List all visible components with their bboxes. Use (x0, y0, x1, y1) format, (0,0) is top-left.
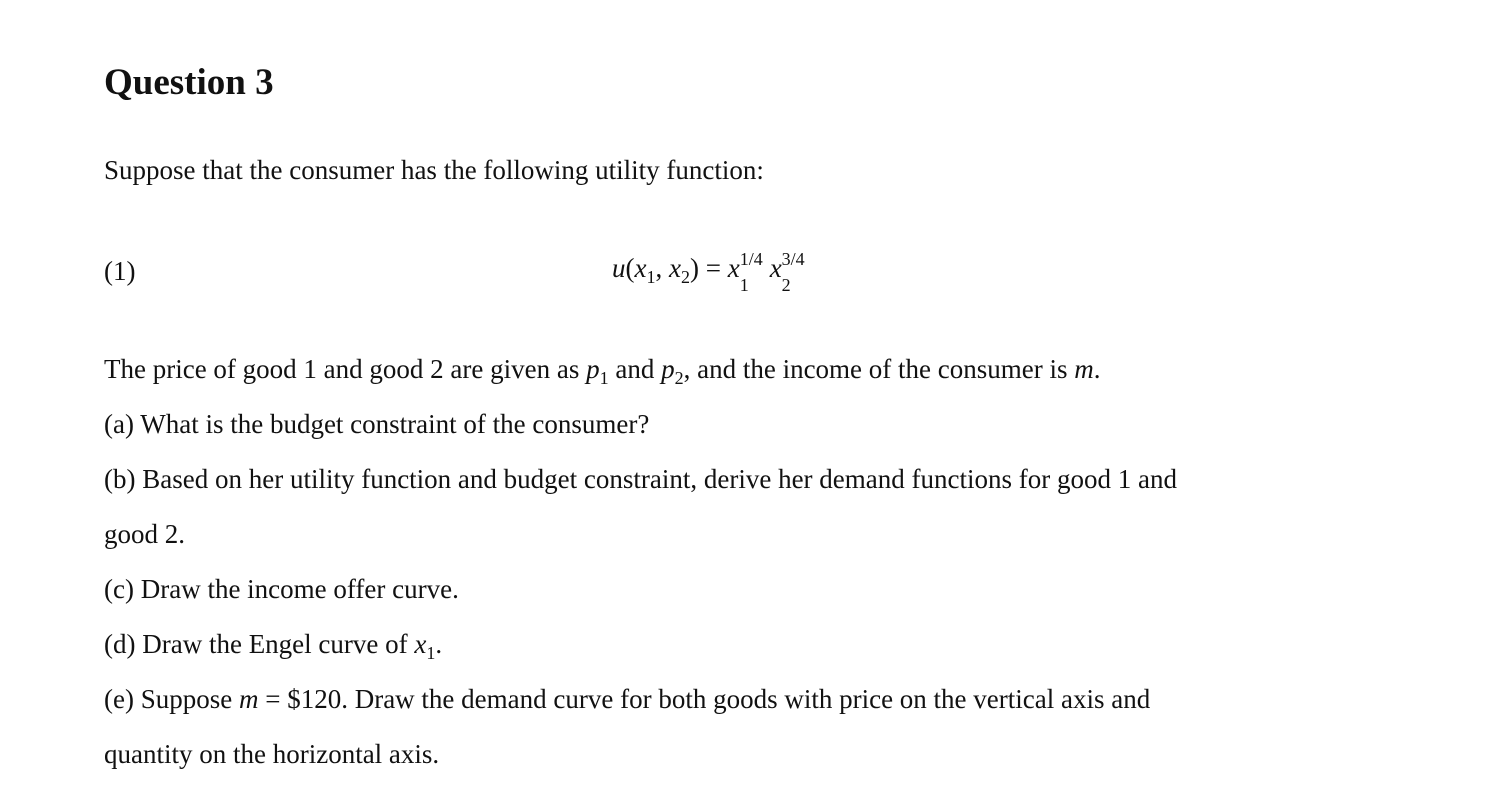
part-d (104, 626, 442, 671)
prices-text-c: , and the income of the consumer is (683, 354, 1075, 384)
utility-equation (612, 248, 812, 297)
part-e-text-b: = $120. Draw the demand curve for both goods with price on the vertical axis and (258, 684, 1151, 714)
price-p1: p (586, 354, 600, 384)
price-p2-sub: 2 (674, 368, 684, 388)
part-b-line2: good 2. (104, 519, 185, 549)
prices-text-a: The price of good 1 and good 2 are given as (104, 354, 587, 384)
eq-x1-sub: 1 (646, 267, 656, 287)
eq-exp2: 3/4 (781, 248, 805, 269)
income-m: m (1074, 354, 1094, 384)
eq-close: ) (689, 253, 699, 283)
part-d-text: (d) Draw the Engel curve of (104, 629, 415, 659)
equation-number: (1) (104, 256, 136, 286)
part-e-line1 (104, 681, 1150, 717)
eq-x2-sub: 2 (680, 267, 690, 287)
eq-open: ( (625, 253, 635, 283)
eq-rhs-x2-scripts (781, 248, 812, 295)
eq-rhs-x2: x (769, 253, 782, 283)
part-d-end: . (435, 629, 443, 659)
eq-equals: = (698, 253, 728, 283)
part-e-line2: quantity on the horizontal axis. (104, 739, 440, 769)
part-c: (c) Draw the income offer curve. (104, 574, 459, 604)
intro-text: Suppose that the consumer has the following utility function: (104, 155, 764, 185)
part-e-text-a: (e) Suppose (104, 684, 239, 714)
eq-rhs-x1-scripts (739, 248, 770, 295)
eq-rhs-x1: x (727, 253, 740, 283)
prices-text-b: and (608, 354, 662, 384)
eq-rhs-sub1: 1 (739, 274, 749, 295)
eq-comma: , (655, 253, 669, 283)
price-p1-sub: 1 (599, 368, 609, 388)
prices-text-d: . (1093, 354, 1101, 384)
eq-func: u (612, 253, 626, 283)
question-title: Question 3 (104, 62, 274, 103)
eq-x2: x (668, 253, 681, 283)
eq-exp1: 1/4 (739, 248, 763, 269)
part-e-var: m (238, 684, 259, 714)
eq-x1: x (634, 253, 647, 283)
part-d-var: x (414, 629, 427, 659)
eq-rhs-sub2: 2 (781, 274, 791, 295)
part-d-sub: 1 (426, 643, 436, 663)
prices-text (104, 351, 1101, 396)
part-a: (a) What is the budget constraint of the consumer? (104, 409, 650, 439)
part-b-line1: (b) Based on her utility function and budget constraint, derive her demand functions for good 1 and (104, 464, 1177, 494)
price-p2: p (661, 354, 675, 384)
